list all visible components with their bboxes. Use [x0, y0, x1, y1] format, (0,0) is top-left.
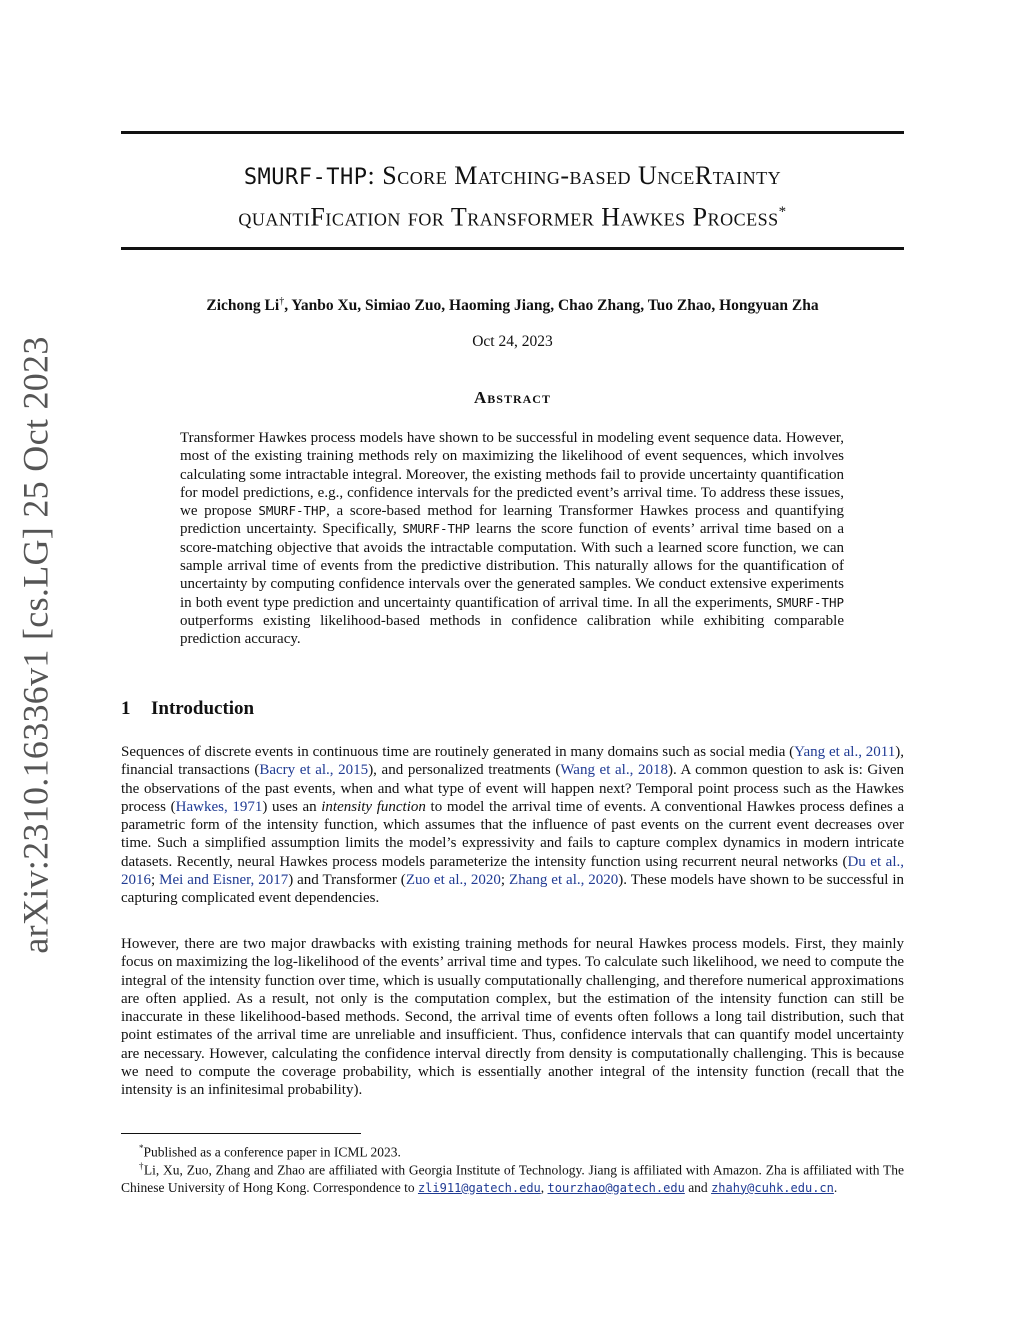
citation-link[interactable]: Du et al., 2016	[121, 853, 904, 889]
paper-date: Oct 24, 2023	[472, 333, 553, 350]
author-list	[121, 296, 904, 315]
footnote-1-marker: *	[139, 1143, 144, 1153]
paper-title	[121, 158, 904, 235]
abstract-heading: Abstract	[474, 388, 551, 407]
abstract-model-name: SMURF-THP	[258, 503, 327, 519]
citation-link[interactable]: Yang et al., 2011	[794, 744, 896, 760]
emphasized-term: intensity function	[321, 798, 426, 815]
email-link[interactable]: zli911@gatech.edu	[417, 1180, 541, 1195]
email-link[interactable]: tourzhao@gatech.edu	[547, 1180, 685, 1195]
footnote-1-text: Published as a conference paper in ICML 2023.	[143, 1144, 401, 1160]
first-author: Zichong Li	[206, 297, 280, 315]
title-model-name: SMURF-THP	[243, 165, 368, 190]
citation-separator: ;	[151, 872, 160, 889]
citation-link[interactable]: Bacry et al., 2015	[259, 762, 369, 779]
footnote-2-text: Li, Xu, Zuo, Zhang and Zhao are affiliated with Georgia Institute of Technology. Jiang is affiliated with Amazon. Zha is affiliated with The Chinese University of Hong Kong. Correspondence to	[121, 1162, 905, 1195]
citation-link[interactable]: Wang et al., 2018	[560, 762, 668, 779]
paragraph-text: ), financial transactions (	[121, 744, 904, 779]
section-title: Introduction	[151, 698, 255, 719]
title-footnote-marker[interactable]: *	[778, 204, 787, 220]
paragraph-text: ), and personalized treatments (	[368, 762, 561, 779]
intro-paragraph-1	[121, 743, 904, 908]
email-separator: ,	[540, 1179, 548, 1195]
citation-separator: ;	[500, 872, 510, 889]
citation-link[interactable]: Mei and Eisner, 2017	[159, 872, 289, 889]
intro-paragraph-2: However, there are two major drawbacks with existing training methods for neural Hawkes process models. First, they mainly focus on maximizing the log-likelihood of the events’ arrival time and types. To calculate such likelihood, we need to compute the integral of the intensity function over time, which is usually computationally challenging, and therefore numerical approximations are often applied. As a result, not only is the computation complex, but the estimation of the intensity function can still be inaccurate in these likelihood-based methods. Second, the arrival time of events often follows a long tail distribution, such that point estimates of the arrival time are unreliable and insufficient. Thus, confidence intervals that can quantify model uncertainty are necessary. However, calculating the confidence interval directly from density is computationally challenging. This is because we need to compute the coverage probability, which is essentially another integral of the intensity function (recall that the intensity is an infinitesimal probability).	[121, 936, 904, 1099]
footnote-divider	[121, 1133, 361, 1134]
paragraph-text: ). A common question to ask is: Given the observations of the past events, when and what type of event will happen next? Temporal point process such as the Hawkes process (	[121, 762, 905, 815]
title-line2: quantiFication for Transformer Hawkes Process	[238, 202, 779, 232]
paragraph-text: ) and Transformer (	[288, 872, 406, 889]
title-bottom-rule	[121, 247, 904, 250]
paragraph-text: ). These models have shown to be successful in capturing complicated event dependencies.	[121, 872, 904, 907]
title-top-rule	[121, 131, 904, 134]
section-heading-introduction	[121, 698, 254, 720]
arxiv-identifier-stamp	[12, 336, 60, 954]
abstract-model-name: SMURF-THP	[776, 594, 844, 610]
section-number: 1	[121, 698, 131, 719]
abstract-text-2: , a score-based method for learning Transformer Hawkes process and quantifying prediction uncertainty. Specifically,	[180, 503, 844, 538]
paragraph-text: ) uses an	[262, 798, 322, 815]
arxiv-identifier-text: arXiv:2310.16336v1 [cs.LG] 25 Oct 2023	[16, 336, 56, 954]
footnote-end: .	[833, 1179, 838, 1195]
abstract-model-name: SMURF-THP	[402, 521, 471, 537]
abstract-text-1: Transformer Hawkes process models have shown to be successful in modeling event sequence data. However, most of the existing training methods rely on maximizing the likelihood of event sequences, which involves calculating some intractable integral. Moreover, the existing methods fail to provide uncertainty quantification for model predictions, e.g., confidence intervals for the predicted event’s arrival time. To address these issues, we propose	[180, 430, 844, 520]
citation-link[interactable]: Hawkes, 1971	[175, 798, 263, 815]
author-footnote-marker[interactable]: †	[279, 296, 285, 307]
other-authors: , Yanbo Xu, Simiao Zuo, Haoming Jiang, Chao Zhang, Tuo Zhao, Hongyuan Zha	[284, 297, 819, 315]
title-line1: : Score Matching-based UnceRtainty	[367, 161, 782, 190]
abstract-text-4: outperforms existing likelihood-based methods in confidence calibration while exhibiting comparable prediction accuracy.	[180, 612, 844, 648]
abstract-body	[180, 429, 844, 649]
paragraph-text: to model the arrival time of events. A conventional Hawkes process defines a parametric form of the intensity function, which assumes that the influence of past events on the current event decreases over time. Such a simplified assumption limits the model’s expressivity and fails to capture complex dynamics in modern intricate datasets. Recently, neural Hawkes process models parameterize the intensity function using recurrent neural networks (	[121, 798, 904, 870]
citation-link[interactable]: Zuo et al., 2020	[405, 872, 501, 889]
email-link[interactable]: zhahy@cuhk.edu.cn	[711, 1180, 834, 1195]
footnote-2-marker: †	[139, 1161, 144, 1171]
email-separator: and	[684, 1179, 712, 1195]
paragraph-text: Sequences of discrete events in continuous time are routinely generated in many domains such as social media (	[121, 744, 795, 760]
abstract-text-3: learns the score function of events’ arrival time based on a score-matching objective that avoids the intractable computation. With such a learned score function, we can sample arrival time of events from the predictive distribution. This naturally allows for the quantification of uncertainty by computing confidence intervals over the generated samples. We conduct extensive experiments in both event type prediction and uncertainty quantification of arrival time. In all the experiments,	[180, 521, 844, 611]
footnote-2	[121, 1158, 904, 1197]
citation-link[interactable]: Zhang et al., 2020	[509, 872, 619, 889]
